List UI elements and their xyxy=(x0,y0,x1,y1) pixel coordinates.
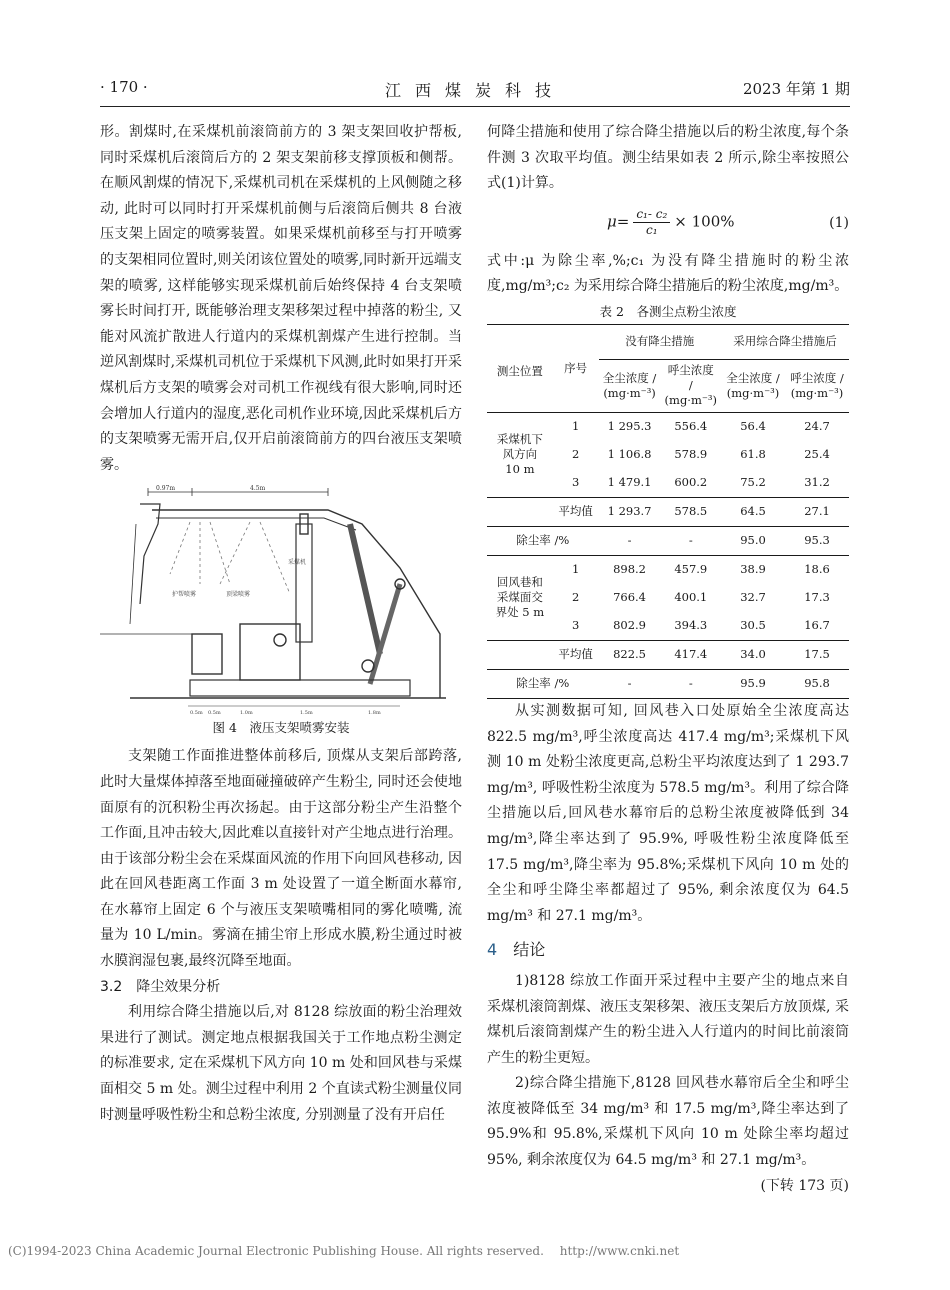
formula xyxy=(487,201,849,245)
paragraph: 1)8128 综放工作面开采过程中主要产尘的地点来自采煤机滚筒割煤、液压支架移架、液压支架后方放顶煤, 采煤机后滚筒割煤产生的粉尘进入人行道内的时间比前滚筒产生的粉尘更短。 xyxy=(487,972,849,1066)
table-cell: 95.0 xyxy=(721,526,785,555)
formula-denominator: c₁ xyxy=(646,222,658,237)
header-total: 全尘浓度 / (mg·m⁻³) xyxy=(602,370,657,400)
paragraph xyxy=(487,1071,849,1194)
dim-label: 0.97m xyxy=(156,485,176,493)
table-cell: 1 xyxy=(553,555,599,584)
dim-label: 1.0m xyxy=(240,710,253,717)
header-resp: 呼尘浓度 / (mg·m⁻³) xyxy=(664,363,718,408)
table-cell: 56.4 xyxy=(721,412,785,441)
avg-label: 平均值 xyxy=(553,497,599,526)
table-cell: 25.4 xyxy=(804,447,830,462)
table-cell: 17.5 xyxy=(785,640,849,669)
table-cell: 30.5 xyxy=(740,618,766,633)
copyright-footer: (C)1994-2023 China Academic Journal Electronic Publishing House. All rights reserved. http://www.cnki.net xyxy=(8,1244,680,1258)
figure-label: 顶梁喷雾 xyxy=(226,591,251,599)
table-cell: 34.0 xyxy=(721,640,785,669)
table-cell: 417.4 xyxy=(661,640,721,669)
table-cell: 898.2 xyxy=(599,555,661,584)
paragraph: 支架随工作面推进整体前移后, 顶煤从支架后部跨落, 此时大量煤体掉落至地面碰撞破碎产生粉尘, 同时还会使地面原有的沉积粉尘再次扬起。由于这部分粉尘产生沿整个工作面,且冲击较大,因此难以直接针对产尘地点进行治理。由于该部分粉尘会在采煤面风流的作用下向回风巷移动, 因此在回风巷距离工作面 3 m 处设置了一道全断面水幕帘, 在水幕帘上固定 6 个与液压支架喷嘴相同的雾化喷嘴, 流量为 10 L/min。雾滴在捕尘帘上形成水膜,粉尘通过时被水膜润湿包裹,最终沉降至地面。 xyxy=(100,748,462,970)
paragraph: 形。割煤时,在采煤机前滚筒前方的 3 架支架回收护帮板, 同时采煤机后滚筒后方的 2 架支架前移支撑顶板和侧帮。在顺风割煤的情况下,采煤机司机在采煤机的上风侧随之移动, 此时可以同时打开采煤机前侧与后滚筒后侧共 8 台液压支架上固定的喷雾装置。如果采煤机前移至与打开喷雾的支架相同位置时,则关闭该位置处的喷雾,同时新开远端支架的喷雾, 这样能够实现采煤机前后始终保持 4 台支架喷雾长时间打开, 既能够治理支架移架过程中掉落的粉尘, 又能对风流扩散进人行道内的采煤机割煤产生进行控制。当逆风割煤时,采煤机司机位于采煤机下风测,此时如果打开采煤机后方支架的喷雾会对司机工作视线有很大影响,同时还会增加人行道内的湿度,恶化司机作业环境,因此采煤机后方的支架喷雾无需开启,仅开启前滚筒前方的四台液压支架喷雾。 xyxy=(100,124,462,473)
table-cell: 457.9 xyxy=(661,555,721,584)
table-cell: - xyxy=(661,526,721,555)
table-cell: - xyxy=(599,669,661,698)
table-cell: 95.9 xyxy=(721,669,785,698)
table-cell: 600.2 xyxy=(674,475,708,490)
figure-caption: 图 4 液压支架喷雾安装 xyxy=(212,720,350,736)
table-cell: 2 xyxy=(572,447,580,462)
table-cell: 3 xyxy=(572,618,580,633)
paragraph: 利用综合降尘措施以后,对 8128 综放面的粉尘治理效果进行了测试。测定地点根据我国关于工作地点粉尘测定的标准要求, 定在采煤机下风方向 10 m 处和回风巷与采煤面相交 5 m 处。测尘过程中利用 2 个直读式粉尘测量仪同时测量呼吸性粉尘和总粉尘浓度, 分别测量了没有开启任 xyxy=(100,1004,462,1123)
table-cell: 1 479.1 xyxy=(607,475,652,490)
table-cell: 18.6 xyxy=(785,555,849,584)
dim-label: 1.5m xyxy=(300,710,313,717)
avg-label: 平均值 xyxy=(553,640,599,669)
table-cell: 556.4 xyxy=(661,412,721,441)
table-cell: 17.3 xyxy=(804,590,830,605)
heading-text: 结论 xyxy=(513,940,546,960)
table-cell: 802.9 xyxy=(613,618,647,633)
page-number: · 170 · xyxy=(100,78,148,96)
figure-label: 采煤机 xyxy=(288,559,307,567)
table-cell: 27.1 xyxy=(785,497,849,526)
dim-label: 0.5m xyxy=(190,710,203,717)
table-cell: 822.5 xyxy=(599,640,661,669)
table-cell: 31.2 xyxy=(804,475,830,490)
table-cell: 95.3 xyxy=(785,526,849,555)
table-cell: - xyxy=(599,526,661,555)
table-cell: 578.5 xyxy=(661,497,721,526)
header-location: 测尘位置 xyxy=(487,324,553,412)
table-cell: 1 106.8 xyxy=(607,447,652,462)
left-column xyxy=(100,120,462,1128)
header-group2: 采用综合降尘措施后 xyxy=(721,324,849,359)
table-cell: 95.8 xyxy=(785,669,849,698)
table-cell: 32.7 xyxy=(740,590,766,605)
journal-title: 江西煤炭科技 xyxy=(384,81,565,100)
rate-label: 除尘率 /% xyxy=(487,526,599,555)
table-cell: 1 293.7 xyxy=(599,497,661,526)
hydraulic-support-diagram xyxy=(100,484,462,716)
figure-hydraulic-support xyxy=(100,484,462,716)
table-cell: 64.5 xyxy=(721,497,785,526)
table-cell: 61.8 xyxy=(740,447,766,462)
table-cell: - xyxy=(661,669,721,698)
header-total: 全尘浓度 / (mg·m⁻³) xyxy=(726,370,780,400)
table-cell: 3 xyxy=(572,475,580,490)
table-cell: 75.2 xyxy=(740,475,766,490)
location-cell: 采煤机下风方向 10 m xyxy=(487,412,553,497)
continued-note: (下转 173 页) xyxy=(760,1177,849,1194)
paragraph: 从实测数据可知, 回风巷入口处原始全尘浓度高达 822.5 mg/m³,呼尘浓度高达 417.4 mg/m³;采煤机下风测 10 m 处粉尘浓度更高,总粉尘平均浓度达到了 1 293.7 mg/m³, 呼吸性粉尘浓度为 578.5 mg/m³。利用了综合降尘措施以后,回风巷水幕帘后的总粉尘浓度被降低到 34 mg/m³,降尘率达到了 95.9%, 呼吸性粉尘浓度降低至 17.5 mg/m³,降尘率为 95.8%;采煤机下风向 10 m 处的全尘和呼尘降尘率都超过了 95%, 剩余浓度仅为 64.5 mg/m³ 和 27.1 mg/m³。 xyxy=(487,702,849,924)
page-header xyxy=(100,76,850,107)
formula-number: (1) xyxy=(829,214,849,231)
table-cell: 400.1 xyxy=(674,590,708,605)
section-heading xyxy=(487,937,849,963)
heading-number: 4 xyxy=(487,940,498,960)
dust-concentration-table xyxy=(487,324,849,699)
figure-label: 护帮喷雾 xyxy=(172,591,197,599)
table-cell: 394.3 xyxy=(674,618,708,633)
header-resp: 呼尘浓度 / (mg·m⁻³) xyxy=(790,370,844,400)
table-cell: 2 xyxy=(572,590,580,605)
section-heading: 3.2 降尘效果分析 xyxy=(100,978,221,995)
formula-lhs: μ= xyxy=(607,212,630,231)
table-cell: 16.7 xyxy=(804,618,830,633)
table-cell: 38.9 xyxy=(721,555,785,584)
location-cell: 回风巷和采煤面交界处 5 m xyxy=(487,555,553,640)
table-caption: 表 2 各测尘点粉尘浓度 xyxy=(599,303,737,319)
issue-label: 2023 年第 1 期 xyxy=(742,80,850,98)
table-cell: 1 295.3 xyxy=(599,412,661,441)
header-group1: 没有降尘措施 xyxy=(599,324,721,359)
paragraph: 式中:μ 为除尘率,%;c₁ 为没有降尘措施时的粉尘浓度,mg/m³;c₂ 为采用综合降尘措施后的粉尘浓度,mg/m³。 xyxy=(487,252,849,295)
table-cell: 578.9 xyxy=(674,447,708,462)
dim-label: 1.8m xyxy=(368,710,381,717)
paragraph-text: 2)综合降尘措施下,8128 回风巷水幕帘后全尘和呼尘浓度被降低至 34 mg/m³ 和 17.5 mg/m³,降尘率达到了 95.9%和 95.8%,采煤机下风向 10 m 处除尘率均超过 95%, 剩余浓度仅为 64.5 mg/m³ 和 27.1 mg/m³。 xyxy=(487,1075,849,1169)
header-seq: 序号 xyxy=(553,324,599,412)
table-cell: 24.7 xyxy=(785,412,849,441)
dim-label: 0.5m xyxy=(208,710,221,717)
right-column xyxy=(487,120,849,1199)
dim-label: 4.5m xyxy=(250,485,266,493)
formula-rest: × 100% xyxy=(674,212,735,231)
table-cell: 766.4 xyxy=(613,590,647,605)
rate-label: 除尘率 /% xyxy=(487,669,599,698)
table-cell: 1 xyxy=(553,412,599,441)
formula-numerator: c₁- c₂ xyxy=(633,207,670,223)
paragraph: 何降尘措施和使用了综合降尘措施以后的粉尘浓度,每个条件测 3 次取平均值。测尘结果如表 2 所示,除尘率按照公式(1)计算。 xyxy=(487,124,849,192)
